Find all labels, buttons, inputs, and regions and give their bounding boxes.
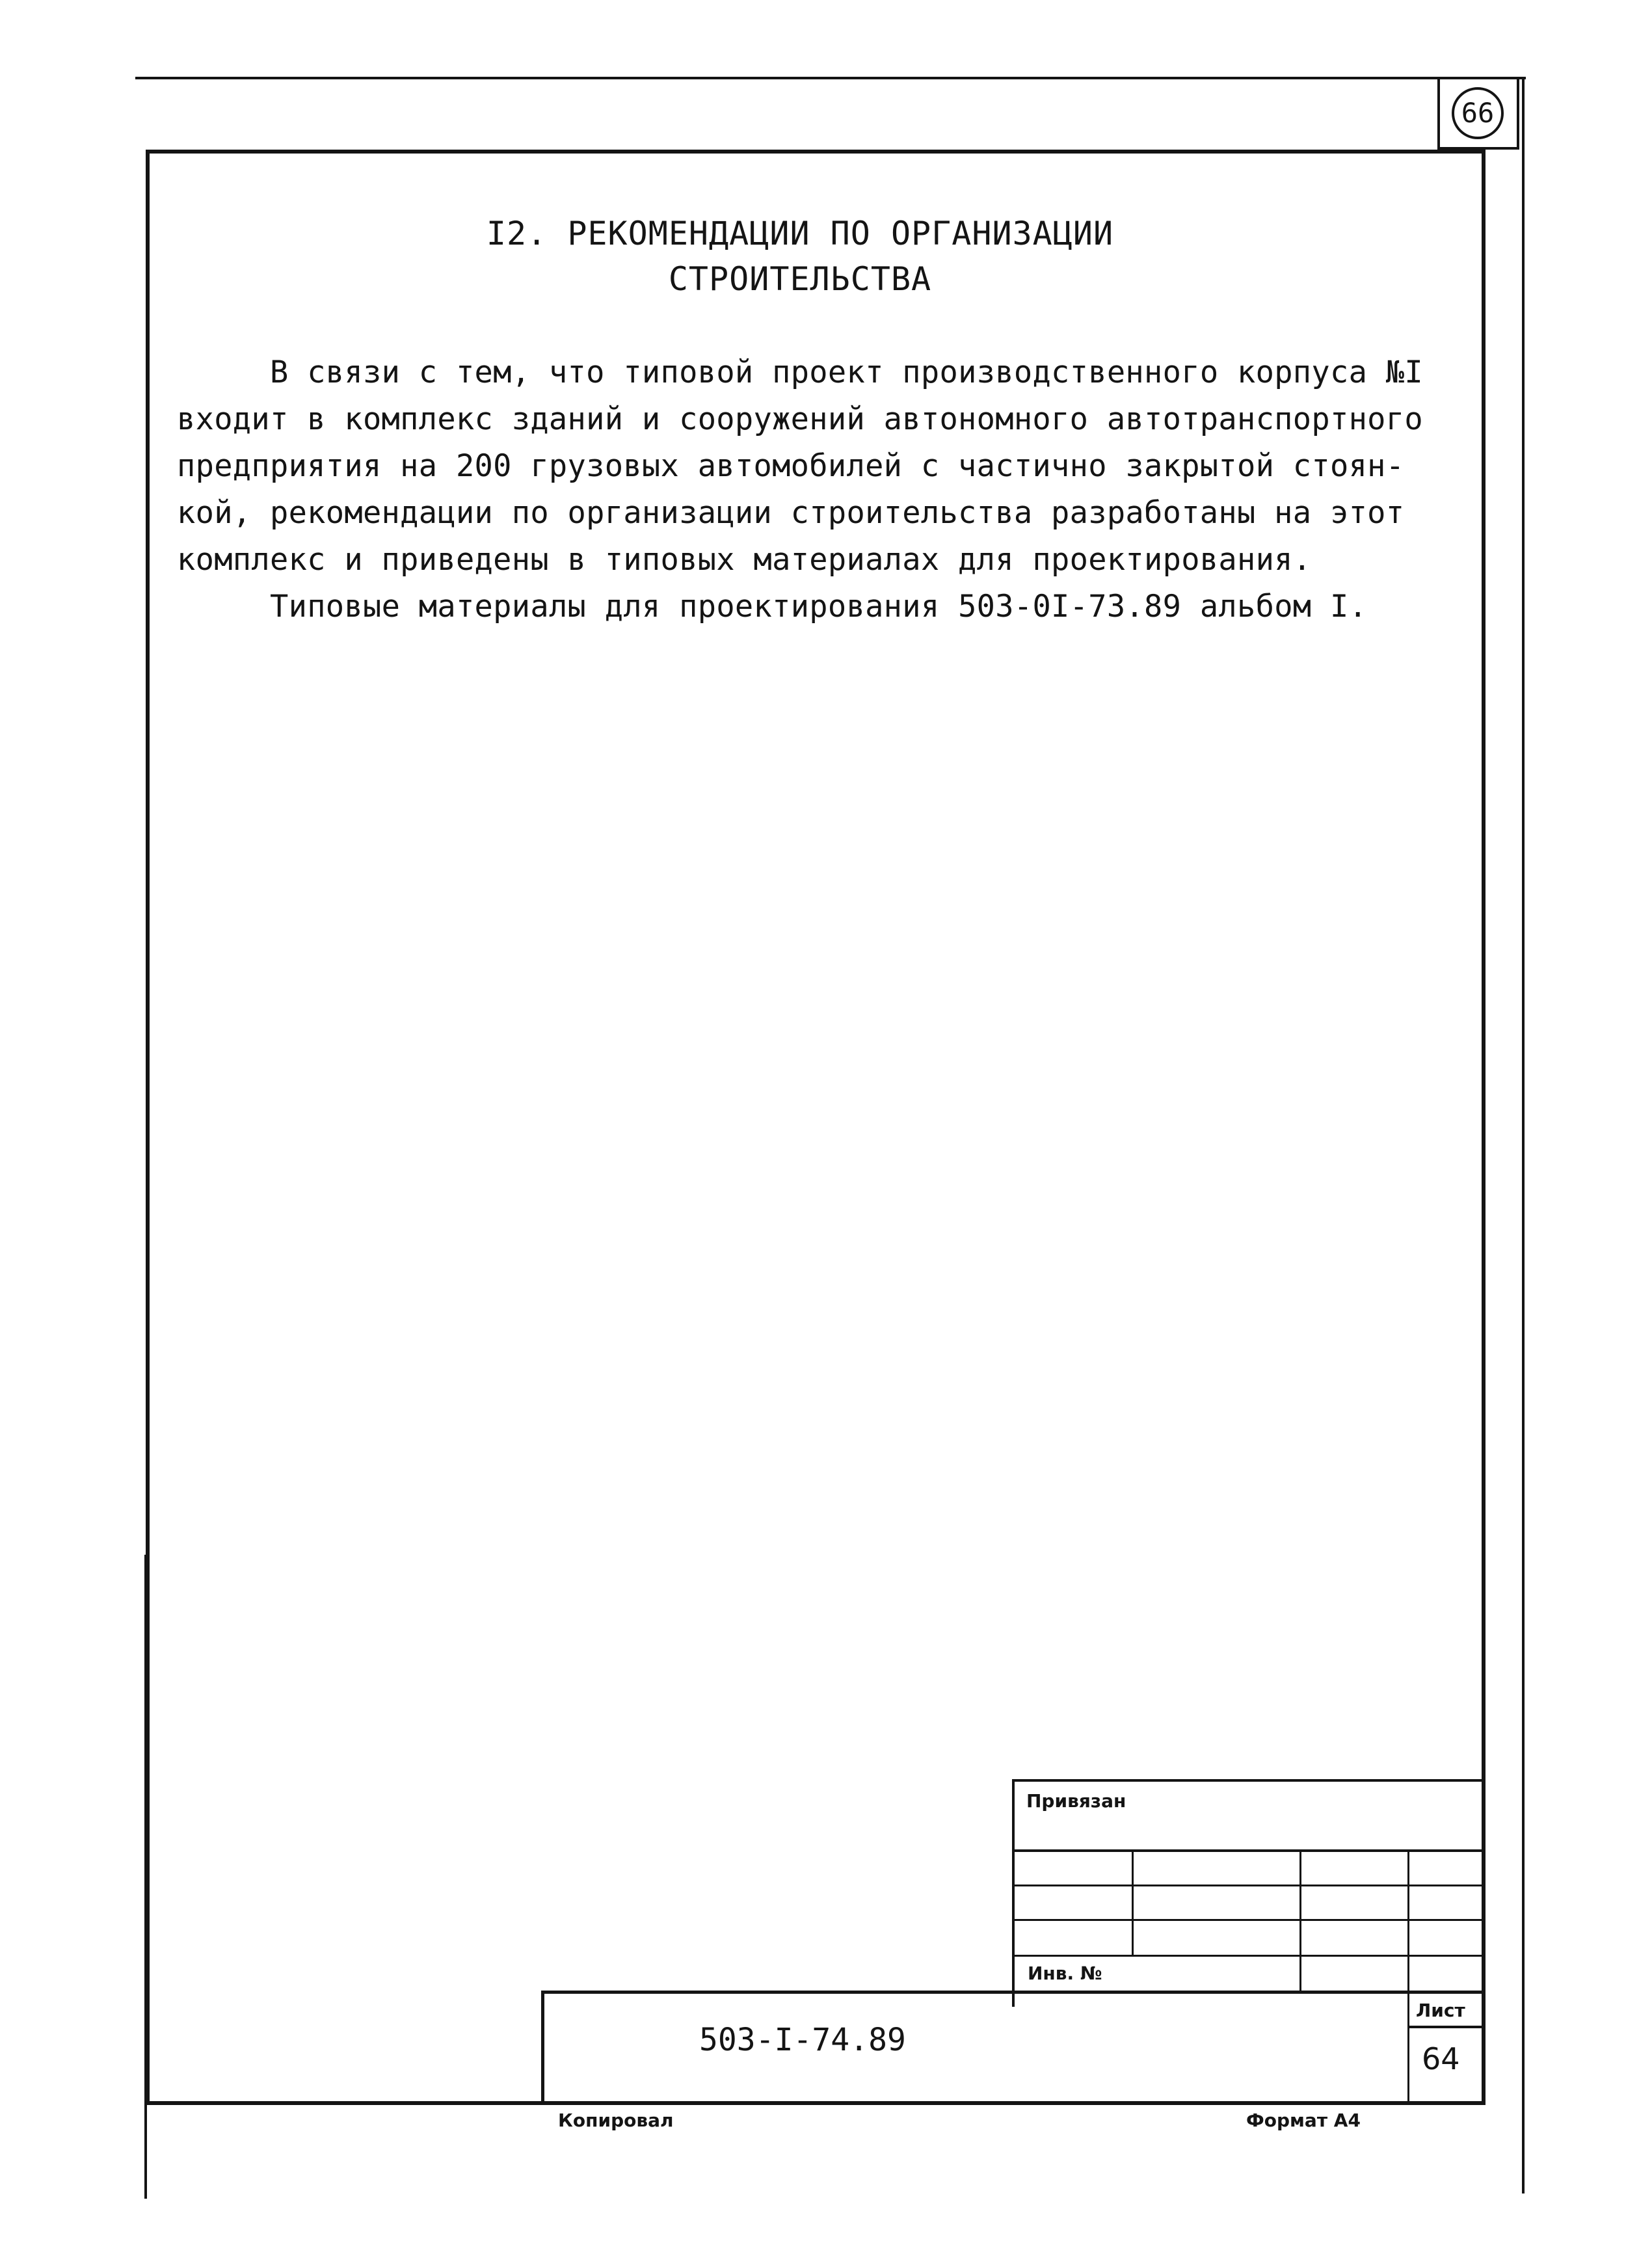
section-title-line1: I2. РЕКОМЕНДАЦИИ ПО ОРГАНИЗАЦИИ — [486, 215, 1114, 252]
privyazan-label: Привязан — [1026, 1790, 1126, 1812]
stamp-grid-row-4 — [1012, 1955, 1485, 1957]
stamp-grid-row-2 — [1012, 1885, 1485, 1886]
body-line-6: Типовые материалы для проектирования 503-0I-73.89 альбом I. — [270, 589, 1368, 624]
body-line-5: комплекс и приведены в типовых материалах для проектирования. — [177, 542, 1312, 578]
body-line-1: В связи с тем, что типовой проект производственного корпуса №I — [270, 355, 1423, 390]
body-line-3: предприятия на 200 грузовых автомобилей с частично закрытой стоян- — [177, 448, 1405, 484]
sheet-number: 64 — [1422, 2041, 1460, 2076]
stamp-grid-col-1 — [1132, 1849, 1134, 1956]
doc-box-top-line — [541, 1991, 1485, 1994]
sheet-cell-divider — [1407, 2026, 1485, 2028]
doc-box-left-line — [541, 1991, 544, 2105]
copied-label: Копировал — [558, 2110, 674, 2131]
section-title-line2: СТРОИТЕЛЬСТВА — [668, 260, 932, 298]
sheet-label: Лист — [1416, 2000, 1465, 2021]
doc-code: 503-I-74.89 — [699, 2022, 906, 2058]
body-line-4: кой, рекомендации по организации строительства разработаны на этот — [177, 495, 1405, 531]
format-label: Формат А4 — [1246, 2110, 1361, 2131]
stamp-grid-row-1 — [1012, 1849, 1485, 1852]
stamp-left-line — [1012, 1779, 1015, 2007]
stamp-grid-row-3 — [1012, 1919, 1485, 1921]
stamp-grid-col-3 — [1407, 1849, 1409, 2104]
stamp-grid-col-2 — [1299, 1849, 1301, 1991]
stamp-top-line — [1012, 1779, 1485, 1782]
sheet-badge-number: 66 — [1461, 97, 1495, 129]
body-line-2: входит в комплекс зданий и сооружений автономного автотранспортного — [177, 401, 1423, 437]
inv-label: Инв. № — [1028, 1963, 1102, 1984]
